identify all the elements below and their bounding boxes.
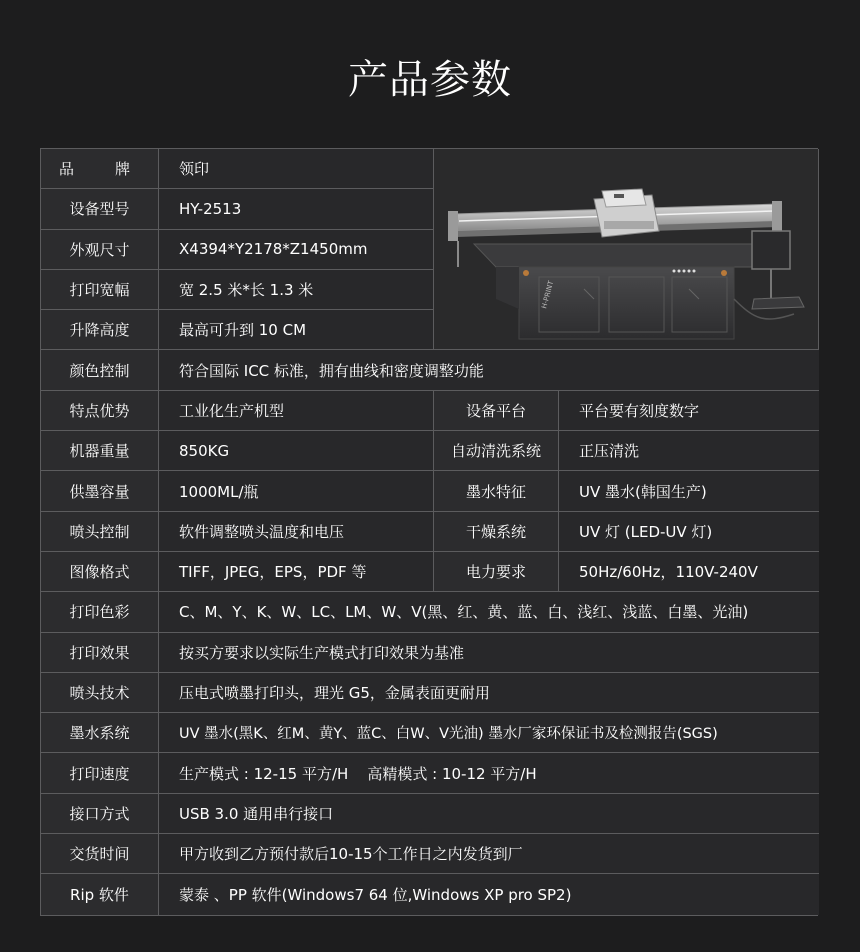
label-auto-clean: 自动清洗系统 bbox=[434, 431, 559, 471]
label-model: 设备型号 bbox=[41, 189, 159, 229]
value-print-speed: 生产模式 : 12-15 平方/H 高精模式 : 10-12 平方/H bbox=[159, 753, 819, 793]
uv-flatbed-printer-icon bbox=[434, 149, 819, 352]
value-ink-capacity: 1000ML/瓶 bbox=[159, 471, 434, 511]
value-auto-clean: 正压清洗 bbox=[559, 431, 819, 471]
label-print-effect: 打印效果 bbox=[41, 633, 159, 673]
label-brand-char-1: 品 bbox=[59, 160, 75, 179]
label-lift-height: 升降高度 bbox=[41, 310, 159, 350]
value-print-effect: 按买方要求以实际生产模式打印效果为基准 bbox=[159, 633, 819, 673]
value-print-colors: C、M、Y、K、W、LC、LM、W、V(黑、红、黄、蓝、白、浅红、浅蓝、白墨、光油) bbox=[159, 592, 819, 632]
label-ink-capacity: 供墨容量 bbox=[41, 471, 159, 511]
label-power: 电力要求 bbox=[434, 552, 559, 592]
label-brand-char-2: 牌 bbox=[114, 160, 130, 179]
label-drying: 干燥系统 bbox=[434, 512, 559, 552]
value-weight: 850KG bbox=[159, 431, 434, 471]
label-platform: 设备平台 bbox=[434, 391, 559, 431]
label-interface: 接口方式 bbox=[41, 794, 159, 834]
value-ink-system: UV 墨水(黑K、红M、黄Y、蓝C、白W、V光油) 墨水厂家环保证书及检测报告(SGS) bbox=[159, 713, 819, 753]
label-print-width: 打印宽幅 bbox=[41, 270, 159, 310]
label-ink-system: 墨水系统 bbox=[41, 713, 159, 753]
value-color-control: 符合国际 ICC 标准，拥有曲线和密度调整功能 bbox=[159, 350, 819, 390]
value-delivery: 甲方收到乙方预付款后10-15个工作日之内发货到厂 bbox=[159, 834, 819, 874]
label-head-tech: 喷头技术 bbox=[41, 673, 159, 713]
label-image-format: 图像格式 bbox=[41, 552, 159, 592]
value-interface: USB 3.0 通用串行接口 bbox=[159, 794, 819, 834]
page-title: 产品参数 bbox=[348, 57, 512, 103]
label-head-control: 喷头控制 bbox=[41, 512, 159, 552]
label-features: 特点优势 bbox=[41, 391, 159, 431]
value-model: HY-2513 bbox=[159, 189, 434, 229]
value-head-tech: 压电式喷墨打印头，理光 G5，金属表面更耐用 bbox=[159, 673, 819, 713]
label-color-control: 颜色控制 bbox=[41, 350, 159, 390]
value-platform: 平台要有刻度数字 bbox=[559, 391, 819, 431]
label-print-speed: 打印速度 bbox=[41, 753, 159, 793]
value-dimensions: X4394*Y2178*Z1450mm bbox=[159, 230, 434, 270]
value-lift-height: 最高可升到 10 CM bbox=[159, 310, 434, 350]
value-head-control: 软件调整喷头温度和电压 bbox=[159, 512, 434, 552]
params-table bbox=[40, 148, 818, 916]
value-image-format: TIFF，JPEG，EPS，PDF 等 bbox=[159, 552, 434, 592]
value-features: 工业化生产机型 bbox=[159, 391, 434, 431]
label-weight: 机器重量 bbox=[41, 431, 159, 471]
value-drying: UV 灯 (LED-UV 灯) bbox=[559, 512, 819, 552]
label-dimensions: 外观尺寸 bbox=[41, 230, 159, 270]
value-brand: 领印 bbox=[159, 149, 434, 189]
label-delivery: 交货时间 bbox=[41, 834, 159, 874]
value-rip-software: 蒙泰 、PP 软件(Windows7 64 位,Windows XP pro SP2) bbox=[159, 874, 819, 914]
label-ink-feature: 墨水特征 bbox=[434, 471, 559, 511]
value-ink-feature: UV 墨水(韩国生产) bbox=[559, 471, 819, 511]
label-brand bbox=[41, 149, 159, 189]
label-print-colors: 打印色彩 bbox=[41, 592, 159, 632]
printer-image bbox=[434, 149, 819, 350]
printer-brand-text: H-PRINT bbox=[540, 279, 556, 310]
value-power: 50Hz/60Hz，110V-240V bbox=[559, 552, 819, 592]
label-rip-software: Rip 软件 bbox=[41, 874, 159, 914]
value-print-width: 宽 2.5 米*长 1.3 米 bbox=[159, 270, 434, 310]
